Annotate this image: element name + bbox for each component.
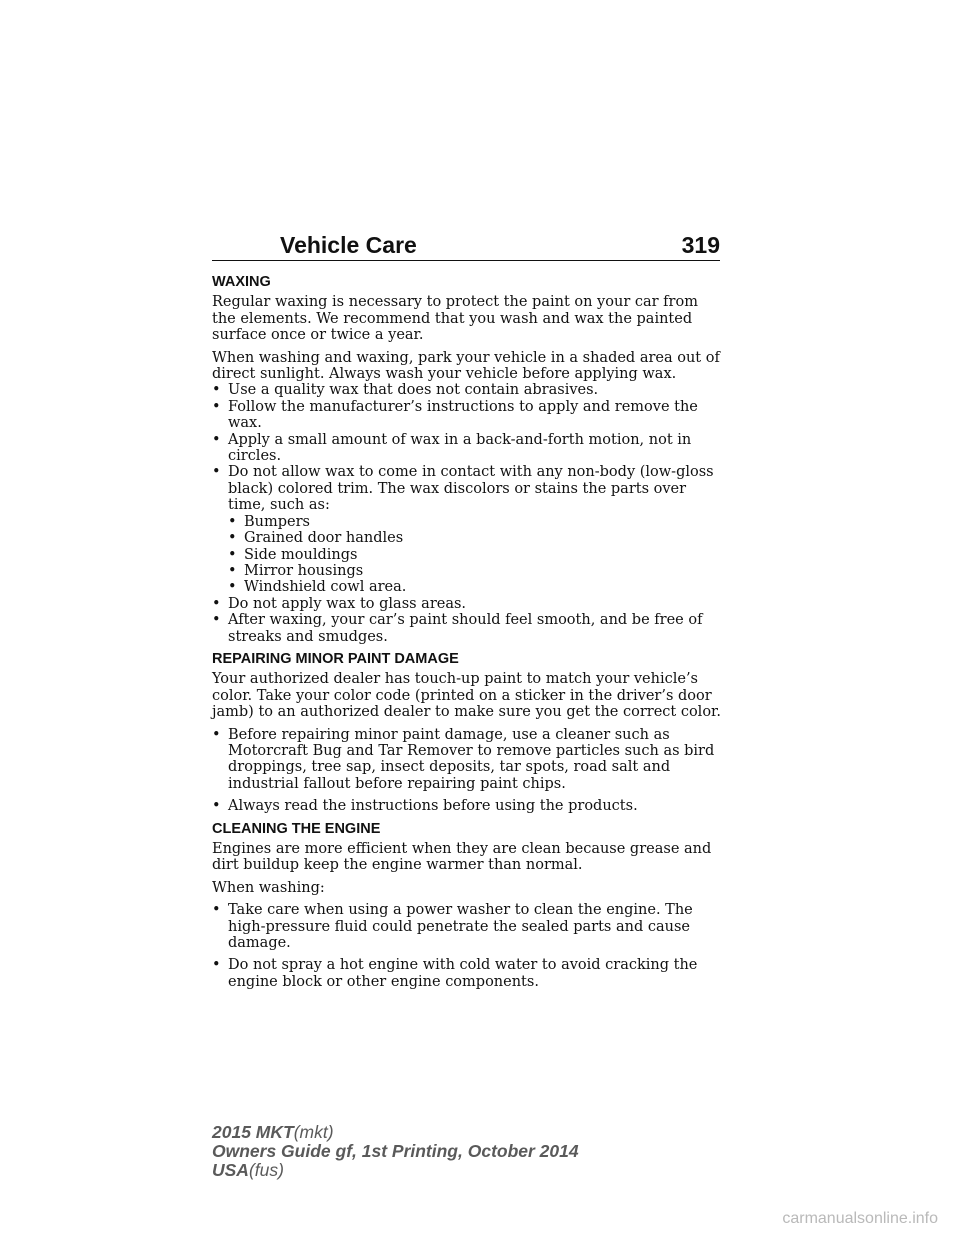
list-item: • Do not spray a hot engine with cold water to avoid cracking the engine block or other engine components. xyxy=(212,957,698,990)
page-number: 319 xyxy=(681,232,720,258)
print-footer xyxy=(212,1123,579,1180)
waxing-bullet-list xyxy=(212,382,724,645)
bullet-icon: • xyxy=(212,726,221,743)
trim-sub-list xyxy=(228,514,724,596)
sub-list-item: • Side mouldings xyxy=(228,546,358,563)
paint-bullet-list xyxy=(212,727,724,815)
site-watermark: carmanualsonline.info xyxy=(782,1210,938,1227)
paint-intro: Your authorized dealer has touch-up paint to match your vehicle’s color. Take your color code (printed on a sticker in the driver’s door jamb) to an authorized dealer to make sure you get the correct color. xyxy=(212,671,722,721)
waxing-heading: WAXING xyxy=(212,274,271,290)
list-item: • Before repairing minor paint damage, use a cleaner such as Motorcraft Bug and Tar Remover to remove particles such as bird droppings, tree sap, insect deposits, tar spots, road salt and industrial fallout before repairing paint chips. xyxy=(212,726,715,792)
bullet-icon: • xyxy=(228,530,237,547)
page-header xyxy=(212,232,720,262)
footer-line-model: 2015 MKT(mkt) xyxy=(212,1122,334,1142)
bullet-icon: • xyxy=(212,798,221,815)
list-item: • Use a quality wax that does not contain abrasives. xyxy=(212,382,599,399)
bullet-icon: • xyxy=(212,612,221,629)
list-item: • Always read the instructions before using the products. xyxy=(212,798,638,815)
engine-bullet-list xyxy=(212,902,724,990)
bullet-icon: • xyxy=(212,902,221,919)
list-item: • After waxing, your car’s paint should feel smooth, and be free of streaks and smudges. xyxy=(212,612,703,645)
engine-when-washing: When washing: xyxy=(212,879,325,896)
sub-list-item: • Grained door handles xyxy=(228,530,404,547)
page-content xyxy=(212,268,724,996)
bullet-icon: • xyxy=(212,957,221,974)
waxing-instructions: When washing and waxing, park your vehicle in a shaded area out of direct sunlight. Always wash your vehicle before applying wax. xyxy=(212,349,720,383)
bullet-icon: • xyxy=(212,398,221,415)
bullet-icon: • xyxy=(212,464,221,481)
engine-intro: Engines are more efficient when they are clean because grease and dirt buildup keep the engine warmer than normal. xyxy=(212,841,712,874)
bullet-icon: • xyxy=(212,595,221,612)
waxing-intro: Regular waxing is necessary to protect the paint on your car from the elements. We recommend that you wash and wax the painted surface once or twice a year. xyxy=(212,294,698,344)
bullet-icon: • xyxy=(228,546,237,563)
bullet-icon: • xyxy=(228,562,237,579)
paint-heading: REPAIRING MINOR PAINT DAMAGE xyxy=(212,650,459,667)
list-item: • Follow the manufacturer’s instructions to apply and remove the wax. xyxy=(212,398,698,432)
sub-list-item: • Mirror housings xyxy=(228,562,364,579)
bullet-icon: • xyxy=(228,513,237,530)
engine-heading: CLEANING THE ENGINE xyxy=(212,820,381,837)
sub-list-item: • Windshield cowl area. xyxy=(228,579,407,596)
section-title: Vehicle Care xyxy=(280,232,417,258)
footer-line-printing: Owners Guide gf, 1st Printing, October 2014 xyxy=(212,1141,579,1161)
bullet-icon: • xyxy=(212,431,221,448)
list-item: • Do not allow wax to come in contact with any non-body (low-gloss black) colored trim. The wax discolors or stains the parts over time, such as: • Bumpers • Grained door handles • Side mouldings • Mirror housings • Windshield cowl area. xyxy=(212,464,724,595)
bullet-icon: • xyxy=(212,382,221,399)
sub-list-item: • Bumpers xyxy=(228,513,310,530)
list-item: • Do not apply wax to glass areas. xyxy=(212,595,467,612)
header-divider xyxy=(212,260,720,261)
bullet-icon: • xyxy=(228,579,237,596)
footer-line-market: USA(fus) xyxy=(212,1160,284,1180)
list-item: • Apply a small amount of wax in a back-and-forth motion, not in circles. xyxy=(212,431,692,465)
list-item: • Take care when using a power washer to clean the engine. The high-pressure fluid could penetrate the sealed parts and cause damage. xyxy=(212,902,693,952)
